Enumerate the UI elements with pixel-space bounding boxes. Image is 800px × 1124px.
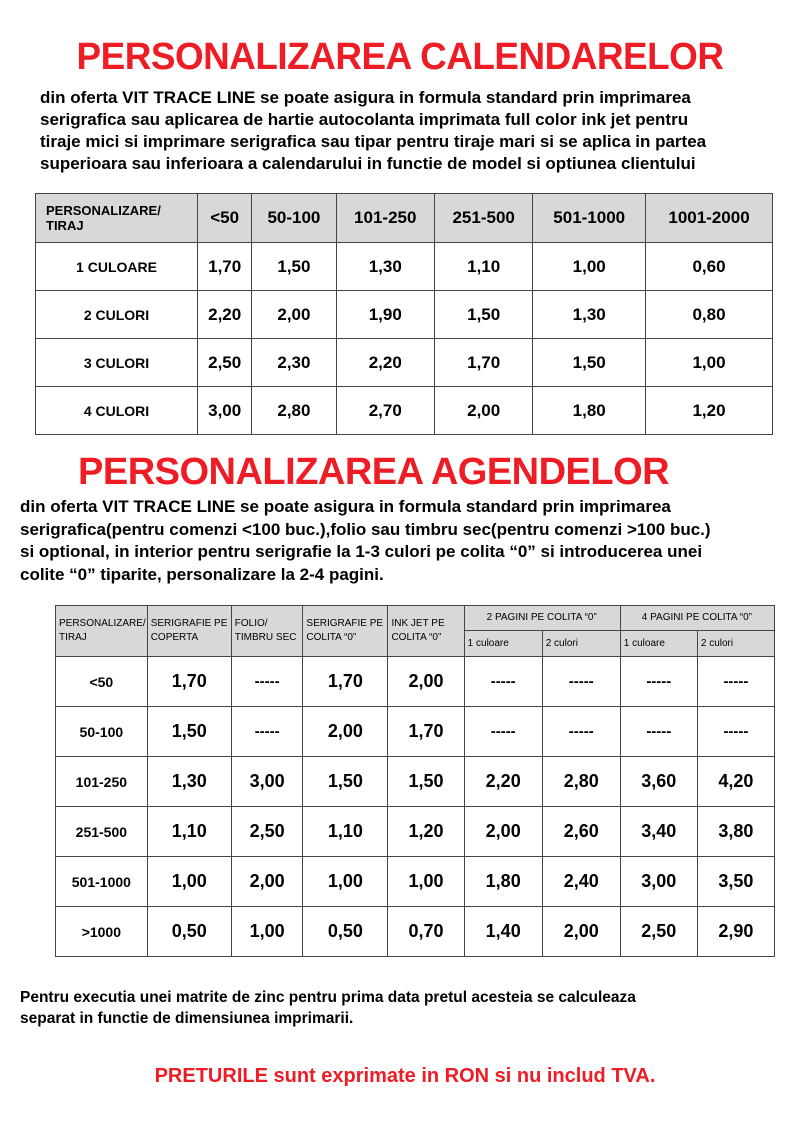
- price-cell: -----: [542, 657, 620, 707]
- price-cell: 2,00: [542, 907, 620, 957]
- price-cell: 3,00: [198, 387, 252, 435]
- price-cell: 2,70: [336, 387, 434, 435]
- subheader-2-colors: 2 culori: [542, 631, 620, 657]
- column-header: SERIGRAFIE PE COPERTA: [147, 606, 231, 657]
- price-cell: 2,20: [198, 291, 252, 339]
- group-header-4-pages: 4 PAGINI PE COLITA “0”: [620, 606, 774, 631]
- note-line: separat in functie de dimensiunea imprimarii.: [20, 1010, 354, 1027]
- calendars-title: PERSONALIZAREA CALENDARELOR: [76, 36, 724, 78]
- calendars-intro-line: superioara sau inferioara a calendarului in functie de model si optiunea clientului: [40, 154, 696, 173]
- table-header-row: [36, 194, 773, 243]
- table-row: [56, 657, 775, 707]
- price-cell: 3,40: [620, 807, 697, 857]
- row-label: 3 CULORI: [36, 339, 198, 387]
- table-header-row: [56, 606, 775, 631]
- price-cell: 1,30: [147, 757, 231, 807]
- price-cell: 0,50: [303, 907, 388, 957]
- price-cell: 2,20: [336, 339, 434, 387]
- price-cell: 1,10: [147, 807, 231, 857]
- price-cell: 2,00: [303, 707, 388, 757]
- corner-header: PERSONALIZARE/ TIRAJ: [36, 194, 198, 243]
- price-cell: 1,10: [303, 807, 388, 857]
- calendars-intro-line: tiraje mici si imprimare serigrafica sau tipar pentru tiraje mari si se aplica in partea: [40, 132, 707, 151]
- price-cell: 0,50: [147, 907, 231, 957]
- table-row: [56, 857, 775, 907]
- price-cell: 2,80: [252, 387, 336, 435]
- price-cell: -----: [620, 707, 697, 757]
- row-label: 50-100: [56, 707, 148, 757]
- price-cell: 2,80: [542, 757, 620, 807]
- price-cell: 1,80: [464, 857, 542, 907]
- price-cell: 1,90: [336, 291, 434, 339]
- table-row: [56, 757, 775, 807]
- agendas-price-table: [55, 605, 775, 957]
- agendas-intro-line: din oferta VIT TRACE LINE se poate asigura in formula standard prin imprimarea: [20, 497, 671, 516]
- price-cell: 1,00: [533, 243, 646, 291]
- column-header: SERIGRAFIE PE COLITA “0”: [303, 606, 388, 657]
- price-cell: 1,50: [434, 291, 532, 339]
- price-cell: -----: [464, 657, 542, 707]
- agendas-table-body: [56, 657, 775, 957]
- row-label: >1000: [56, 907, 148, 957]
- price-cell: 1,70: [303, 657, 388, 707]
- row-label: 4 CULORI: [36, 387, 198, 435]
- column-header: 251-500: [434, 194, 532, 243]
- zinc-matrix-note: [20, 987, 636, 1029]
- price-cell: 2,20: [464, 757, 542, 807]
- table-row: [56, 707, 775, 757]
- price-cell: 1,70: [198, 243, 252, 291]
- calendars-intro-line: serigrafica sau aplicarea de hartie autocolanta imprimata full color ink jet pentru: [40, 110, 689, 129]
- column-header: FOLIO/ TIMBRU SEC: [231, 606, 303, 657]
- column-header: INK JET PE COLITA “0”: [388, 606, 464, 657]
- price-cell: 1,00: [303, 857, 388, 907]
- table-row: [36, 243, 773, 291]
- price-cell: -----: [697, 657, 774, 707]
- price-cell: -----: [464, 707, 542, 757]
- price-cell: 2,50: [620, 907, 697, 957]
- price-cell: 1,30: [533, 291, 646, 339]
- price-cell: 2,50: [231, 807, 303, 857]
- price-cell: 2,00: [231, 857, 303, 907]
- agendas-intro-line: si optional, in interior pentru serigrafie la 1-3 culori pe colita “0” si introducerea unei: [20, 542, 703, 561]
- group-header-2-pages: 2 PAGINI PE COLITA “0”: [464, 606, 620, 631]
- price-cell: 2,60: [542, 807, 620, 857]
- row-label: <50: [56, 657, 148, 707]
- price-cell: 2,00: [388, 657, 464, 707]
- calendars-intro-line: din oferta VIT TRACE LINE se poate asigura in formula standard prin imprimarea: [40, 88, 691, 107]
- price-cell: 1,00: [646, 339, 773, 387]
- price-cell: 2,40: [542, 857, 620, 907]
- price-cell: -----: [620, 657, 697, 707]
- price-cell: 2,90: [697, 907, 774, 957]
- table-row: [56, 807, 775, 857]
- row-label: 101-250: [56, 757, 148, 807]
- price-cell: 1,20: [388, 807, 464, 857]
- column-header: 501-1000: [533, 194, 646, 243]
- price-cell: 1,70: [434, 339, 532, 387]
- price-cell: 1,50: [388, 757, 464, 807]
- table-row: [36, 291, 773, 339]
- price-cell: 1,00: [231, 907, 303, 957]
- price-cell: 1,50: [252, 243, 336, 291]
- column-header: 50-100: [252, 194, 336, 243]
- price-cell: 2,00: [434, 387, 532, 435]
- price-cell: 2,30: [252, 339, 336, 387]
- agendas-title: PERSONALIZAREA AGENDELOR: [78, 451, 670, 493]
- price-cell: 1,40: [464, 907, 542, 957]
- price-cell: 1,70: [388, 707, 464, 757]
- price-cell: -----: [697, 707, 774, 757]
- subheader-1-color: 1 culoare: [620, 631, 697, 657]
- column-header: PERSONALIZARE/ TIRAJ: [56, 606, 148, 657]
- price-cell: 2,00: [464, 807, 542, 857]
- price-cell: 1,10: [434, 243, 532, 291]
- row-label: 251-500: [56, 807, 148, 857]
- price-cell: 0,80: [646, 291, 773, 339]
- price-cell: 1,00: [388, 857, 464, 907]
- table-row: [36, 339, 773, 387]
- calendars-intro: [40, 87, 780, 175]
- row-label: 2 CULORI: [36, 291, 198, 339]
- price-cell: 2,50: [198, 339, 252, 387]
- agendas-intro-line: serigrafica(pentru comenzi <100 buc.),folio sau timbru sec(pentru comenzi >100 buc.): [20, 519, 711, 539]
- price-cell: 1,50: [533, 339, 646, 387]
- price-cell: 3,00: [231, 757, 303, 807]
- price-cell: 3,80: [697, 807, 774, 857]
- price-cell: 1,80: [533, 387, 646, 435]
- row-label: 1 CULOARE: [36, 243, 198, 291]
- price-cell: 0,70: [388, 907, 464, 957]
- agendas-intro-line: colite “0” tiparite, personalizare la 2-4 pagini.: [20, 564, 384, 584]
- price-cell: 3,60: [620, 757, 697, 807]
- note-line: Pentru executia unei matrite de zinc pentru prima data pretul acesteia se calculeaza: [20, 989, 636, 1006]
- price-cell: 1,00: [147, 857, 231, 907]
- subheader-1-color: 1 culoare: [464, 631, 542, 657]
- table-row: [56, 907, 775, 957]
- price-cell: 2,00: [252, 291, 336, 339]
- price-cell: 1,70: [147, 657, 231, 707]
- price-cell: 0,60: [646, 243, 773, 291]
- agendas-intro: [20, 496, 760, 586]
- table-row: [36, 387, 773, 435]
- column-header: 1001-2000: [646, 194, 773, 243]
- price-cell: -----: [231, 657, 303, 707]
- price-cell: -----: [231, 707, 303, 757]
- row-label: 501-1000: [56, 857, 148, 907]
- price-cell: 1,20: [646, 387, 773, 435]
- price-cell: 3,50: [697, 857, 774, 907]
- price-cell: -----: [542, 707, 620, 757]
- column-header: <50: [198, 194, 252, 243]
- calendars-price-table: [35, 193, 773, 435]
- subheader-2-colors: 2 culori: [697, 631, 774, 657]
- price-cell: 4,20: [697, 757, 774, 807]
- price-cell: 1,50: [147, 707, 231, 757]
- column-header: 101-250: [336, 194, 434, 243]
- vat-notice: PRETURILE sunt exprimate in RON si nu includ TVA.: [154, 1065, 656, 1087]
- price-cell: 3,00: [620, 857, 697, 907]
- price-cell: 1,30: [336, 243, 434, 291]
- price-cell: 1,50: [303, 757, 388, 807]
